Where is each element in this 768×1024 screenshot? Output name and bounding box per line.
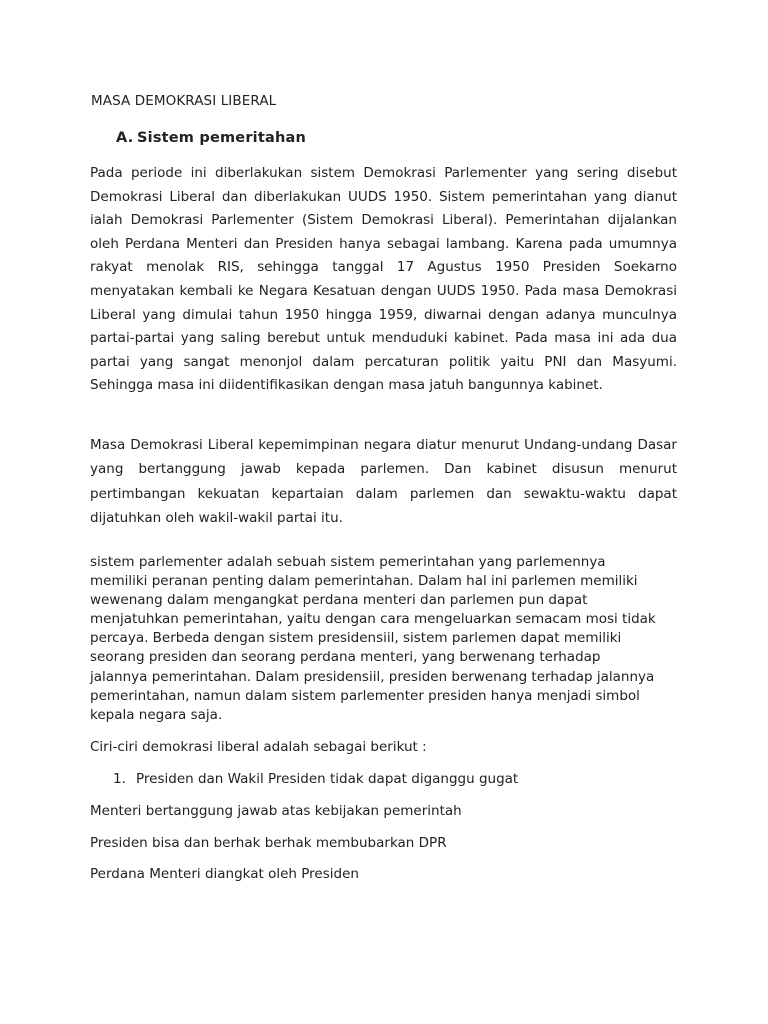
list-item-number: 1. (113, 771, 126, 787)
characteristic-line: Presiden bisa dan berhak berhak membubarkan DPR (90, 835, 447, 851)
paragraph-sistem-pemerintahan: Pada periode ini diberlakukan sistem Demokrasi Parlementer yang sering disebut Demokrasi Liberal dan diberlakukan UUDS 1950. Sistem pemerintahan yang dianut ialah Demokrasi Parlementer (Sistem Demokrasi Liberal). Pemerintahan dijalankan oleh Perdana Menteri dan Presiden hanya sebagai lambang. Karena pada umumnya rakyat menolak RIS, sehingga tanggal 17 Agustus 1950 Presiden Soekarno menyatakan kembali ke Negara Kesatuan dengan UUDS 1950. Pada masa Demokrasi Liberal yang dimulai tahun 1950 hingga 1959, diwarnai dengan adanya munculnya partai-partai yang saling berebut untuk menduduki kabinet. Pada masa ini ada dua partai yang sangat menonjol dalam percaturan politik yaitu PNI dan Masyumi. Sehingga masa ini diidentifikasikan dengan masa jatuh bangunnya kabinet. (90, 165, 677, 394)
list-item-text: Presiden dan Wakil Presiden tidak dapat diganggu gugat (136, 771, 519, 787)
list-item (113, 771, 518, 787)
paragraph-sistem-parlementer: sistem parlementer adalah sebuah sistem pemerintahan yang parlemennya memiliki peranan penting dalam pemerintahan. Dalam hal ini parlemen memiliki wewenang dalam mengangkat perdana menteri dan parlemen pun dapat menjatuhkan pemerintahan, yaitu dengan cara mengeluarkan semacam mosi tidak percaya. Berbeda dengan sistem presidensiil, sistem parlemen dapat memiliki seorang presiden dan seorang perdana menteri, yang berwenang terhadap jalannya pemerintahan. Dalam presidensiil, presiden berwenang terhadap jalannya pemerintahan, namun dalam sistem parlementer presiden hanya menjadi simbol kepala negara saja. (90, 554, 656, 723)
document-title: MASA DEMOKRASI LIBERAL (91, 93, 277, 109)
characteristic-line: Perdana Menteri diangkat oleh Presiden (90, 866, 359, 882)
characteristic-line: Menteri bertanggung jawab atas kebijakan pemerintah (90, 803, 462, 819)
characteristics-intro: Ciri-ciri demokrasi liberal adalah sebagai berikut : (90, 739, 427, 755)
section-heading-text: Sistem pemeritahan (137, 130, 306, 146)
section-marker: A. (116, 130, 134, 146)
section-heading (116, 130, 306, 146)
paragraph-kepemimpinan: Masa Demokrasi Liberal kepemimpinan negara diatur menurut Undang-undang Dasar yang bertanggung jawab kepada parlemen. Dan kabinet disusun menurut pertimbangan kekuatan kepartaian dalam parlemen dan sewaktu-waktu dapat dijatuhkan oleh wakil-wakil partai itu. (90, 437, 677, 527)
